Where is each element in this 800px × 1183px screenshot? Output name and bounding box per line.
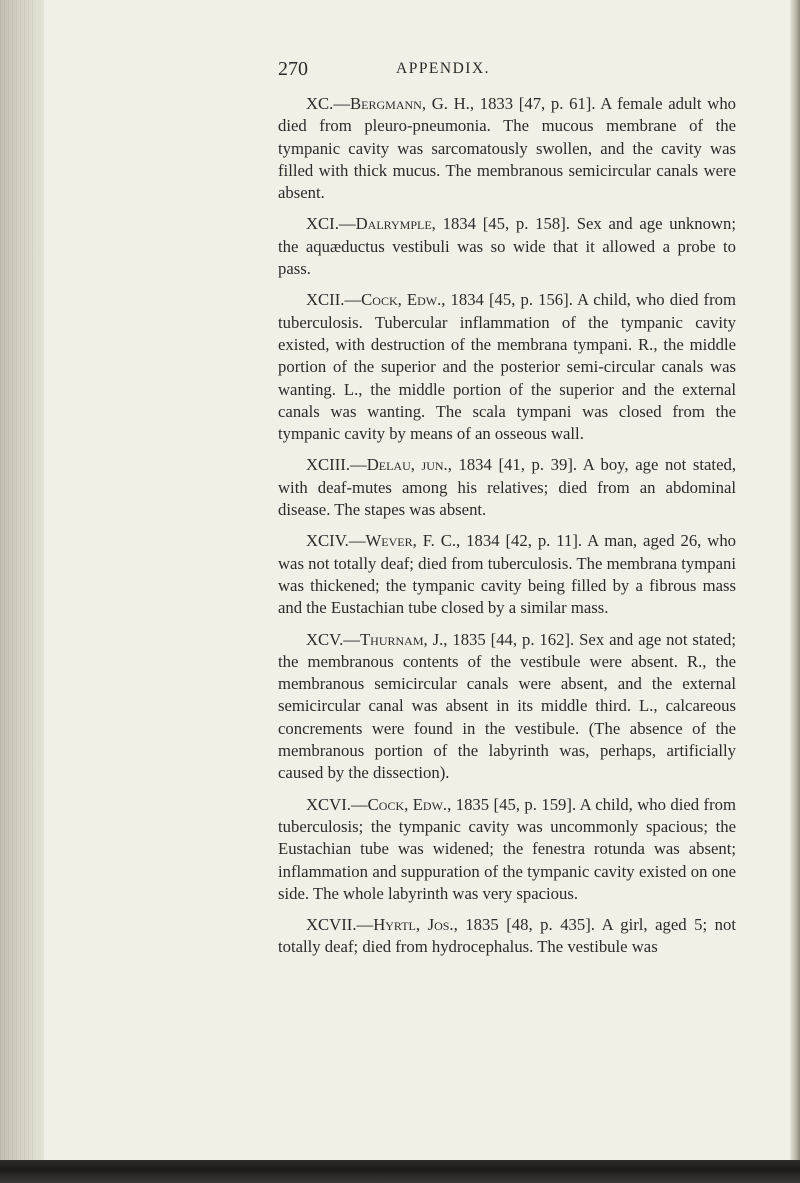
page-header	[278, 58, 518, 84]
gutter-texture	[0, 0, 36, 1183]
case-citation: 1835 [45, p. 159].	[451, 794, 577, 814]
case-numeral: XCIV.	[306, 531, 349, 551]
running-title: APPENDIX.	[396, 60, 491, 77]
case-numeral: XC.	[306, 94, 334, 113]
case-entry	[278, 629, 736, 785]
case-author: —Thurnam, J.,	[343, 629, 448, 649]
page-body	[278, 93, 736, 968]
case-text: A man, aged 26, who was not totally deaf; died from tuberculosis. The membrana tympani was thickened; the tympanic cavity being filled by a fibrous mass and the Eustachian tube closed by a similar mass.	[278, 531, 737, 618]
case-citation: 1833 [47, p. 61].	[474, 94, 596, 113]
case-text: A female adult who died from pleuro-pneumonia. The mucous membrane of the tympanic cavity was sarcomatously swollen, and the cavity was filled with thick mucus. The membranous semicircular canals were absent.	[278, 94, 737, 203]
case-author: —Cock, Edw.,	[344, 290, 446, 310]
case-author: —Cock, Edw.,	[350, 794, 452, 814]
case-entry	[278, 289, 736, 445]
case-text: Sex and age not stated; the membranous contents of the vestibule were absent. R., the membranous semicircular canals were absent, and the external semicircular canal was absent in its middle third. L., calcareous concrements were found in the vestibule. (The absence of the membranous portion of the labyrinth was, perhaps, artificially caused by the dissection).	[278, 629, 736, 783]
case-numeral: XCII.	[306, 290, 345, 310]
case-citation: 1834 [42, p. 11].	[460, 531, 583, 551]
case-entry	[278, 93, 736, 204]
case-citation: 1835 [48, p. 435].	[457, 915, 595, 935]
case-text: A girl, aged 5; not totally deaf; died from hydrocephalus. The vestibule was	[278, 915, 736, 957]
bottom-shadow-band	[0, 1160, 800, 1183]
case-text: Sex and age unknown; the aquæductus vestibuli was so wide that it allowed a probe to pass.	[278, 214, 736, 279]
case-entry	[278, 454, 736, 521]
case-numeral: XCI.	[306, 214, 339, 234]
case-text: A child, who died from tuberculosis. Tubercular inflammation of the tympanic cavity existed, with destruction of the membrana tympani. R., the middle portion of the superior and the posterior semi-circular canals was wanting. L., the middle portion of the superior and the external canals was wanting. The scala tympani was closed from the tympanic cavity by means of an osseous wall.	[278, 290, 736, 444]
page-number: 270	[278, 58, 308, 80]
case-citation: 1835 [44, p. 162].	[447, 629, 575, 649]
case-entry	[278, 213, 736, 280]
case-numeral: XCVI.	[306, 794, 351, 814]
case-author: —Wever, F. C.,	[348, 531, 461, 551]
case-text: A child, who died from tuberculosis; the tympanic cavity was uncommonly spacious; the Eustachian tube was widened; the fenestra rotunda was absent; inflammation and suppuration of the tympanic cavity existed on one side. The whole labyrinth was very spacious.	[278, 794, 736, 903]
case-numeral: XCIII.	[306, 455, 351, 475]
case-citation: 1834 [41, p. 39].	[451, 455, 578, 475]
case-numeral: XCV.	[306, 629, 344, 649]
case-entry	[278, 914, 736, 959]
case-author: —Delau, jun.,	[350, 455, 452, 475]
page-edge	[790, 0, 800, 1183]
case-text: A boy, age not stated, with deaf-mutes among his relatives; died from an abdominal disease. The stapes was absent.	[278, 455, 736, 520]
case-author: —Hyrtl, Jos.,	[356, 915, 458, 935]
case-numeral: XCVII.	[306, 915, 357, 935]
case-author: —Dalrymple,	[338, 214, 436, 234]
case-citation: 1834 [45, p. 156].	[445, 290, 573, 310]
case-author: —Bergmann, G. H.,	[333, 94, 475, 113]
case-citation: 1834 [45, p. 158].	[435, 214, 570, 234]
case-entry	[278, 794, 736, 905]
case-entry	[278, 530, 736, 619]
